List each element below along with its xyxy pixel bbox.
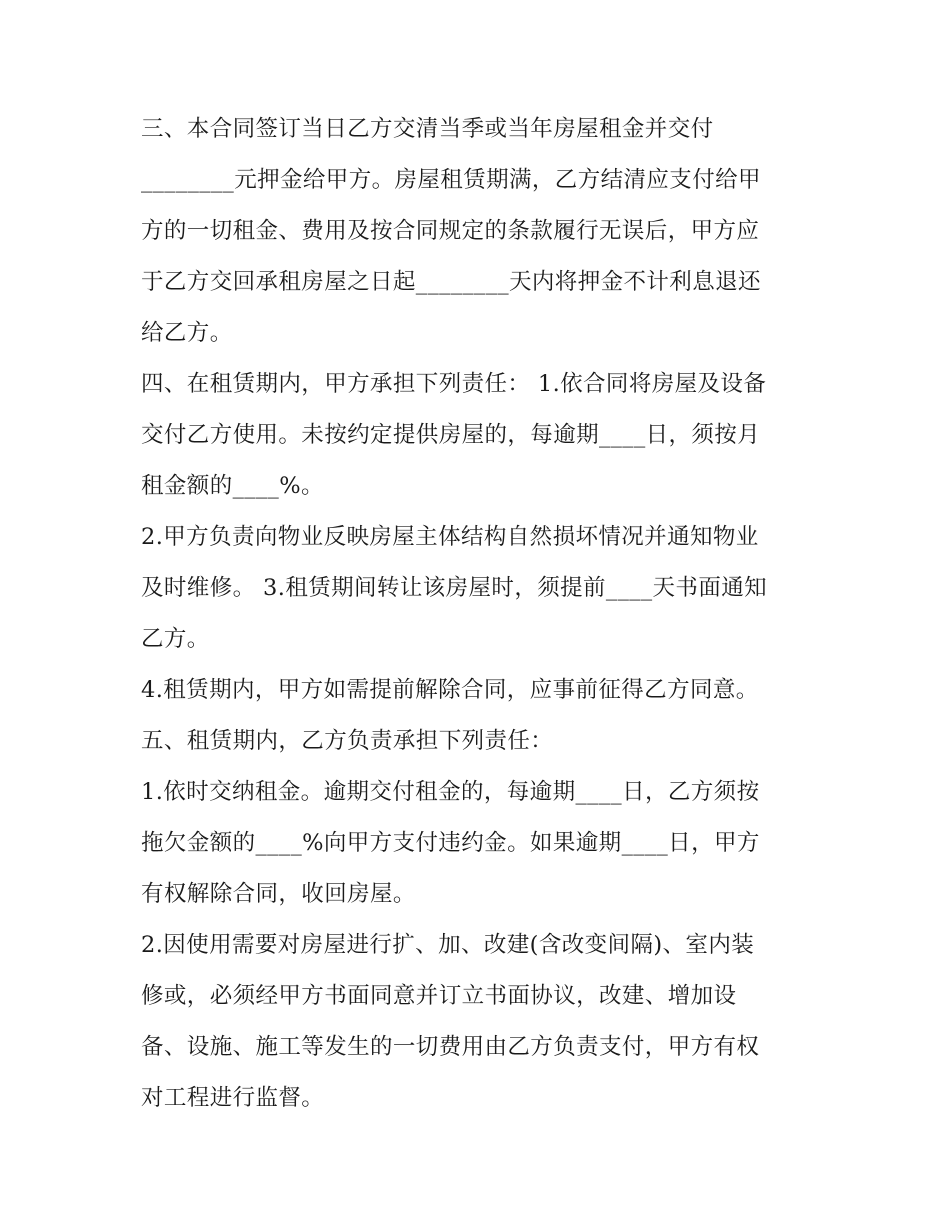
text-line: 有权解除合同，收回房屋。 <box>141 881 416 907</box>
text-line: 1.依时交纳租金。逾期交付租金的，每逾期____日，乙方须按 <box>141 779 760 805</box>
text-line: 于乙方交回承租房屋之日起________天内将押金不计利息退还 <box>141 269 761 295</box>
text-line: 4.租赁期内，甲方如需提前解除合同，应事前征得乙方同意。 <box>141 677 759 703</box>
text-line: 方的一切租金、费用及按合同规定的条款履行无误后，甲方应 <box>141 218 760 244</box>
text-line: 租金额的____%。 <box>141 473 324 499</box>
text-line: 四、在租赁期内，甲方承担下列责任： 1.依合同将房屋及设备 <box>141 371 767 397</box>
contract-body <box>141 104 821 1124</box>
text-line: 交付乙方使用。未按约定提供房屋的，每逾期____日，须按月 <box>141 422 761 448</box>
text-line: 五、租赁期内，乙方负责承担下列责任： <box>141 728 554 754</box>
text-line: 对工程进行监督。 <box>141 1085 325 1111</box>
text-line: 2.甲方负责向物业反映房屋主体结构自然损坏情况并通知物业 <box>141 524 759 550</box>
text-line: 修或，必须经甲方书面同意并订立书面协议，改建、增加设 <box>141 983 737 1009</box>
text-line: ________元押金给甲方。房屋租赁期满，乙方结清应支付给甲 <box>141 167 761 193</box>
text-line: 2.因使用需要对房屋进行扩、加、改建(含改变间隔)、室内装 <box>141 932 755 958</box>
text-line: 三、本合同签订当日乙方交清当季或当年房屋租金并交付 <box>141 116 714 142</box>
text-line: 拖欠金额的____%向甲方支付违约金。如果逾期____日，甲方 <box>141 830 760 856</box>
text-line: 及时维修。 3.租赁期间转让该房屋时，须提前____天书面通知 <box>141 575 768 601</box>
text-line: 乙方。 <box>141 626 210 652</box>
text-line: 备、设施、施工等发生的一切费用由乙方负责支付，甲方有权 <box>141 1034 760 1060</box>
text-line: 给乙方。 <box>141 320 233 346</box>
